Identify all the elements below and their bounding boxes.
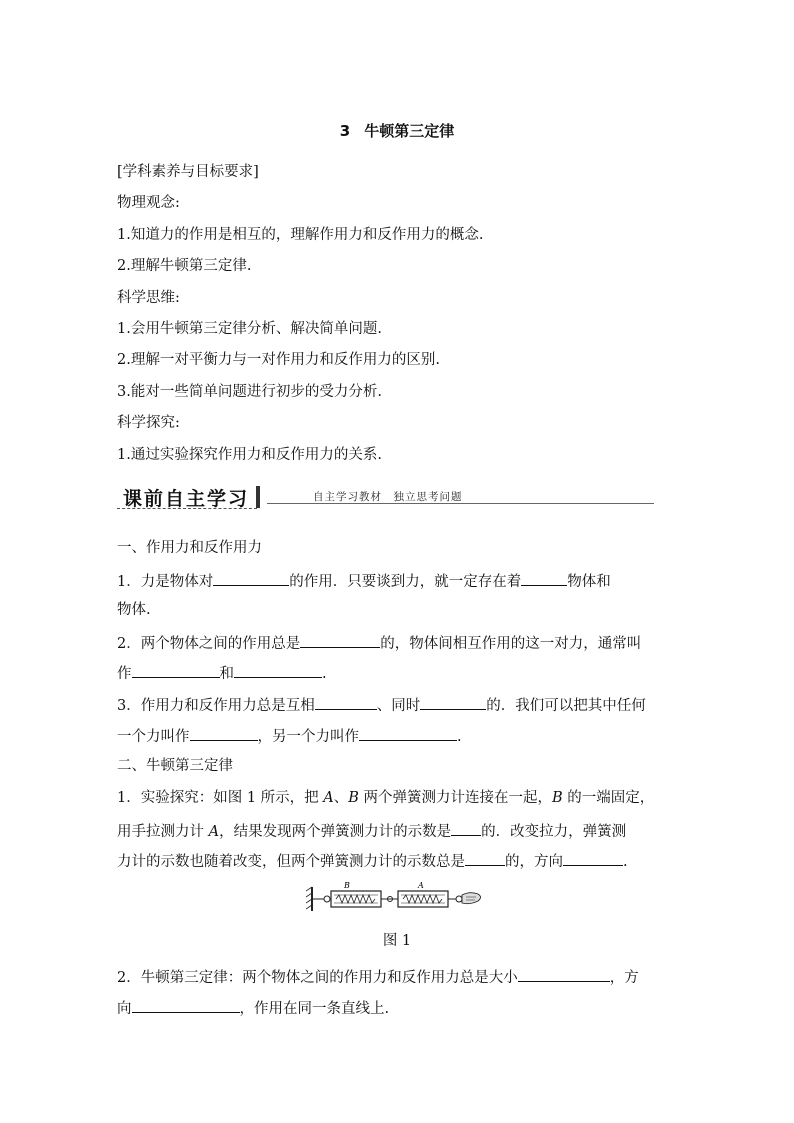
- thinking-item-2: 2.理解一对平衡力与一对作用力和反作用力的区别.: [117, 352, 440, 368]
- figure-caption: 图 1: [382, 933, 412, 949]
- section1-heading: 一、作用力和反作用力: [117, 540, 262, 556]
- s2-question-1-cont2: 力计的示数也随着改变，但两个弹簧测力计的示数总是 的，方向 .: [117, 850, 628, 872]
- banner-dashed-rule: [117, 508, 257, 509]
- banner-subtitle: 自主学习教材 独立思考问题: [313, 491, 463, 503]
- answer-blank[interactable]: [300, 632, 380, 648]
- s1-question-1: 1．力是物体对 的作用．只要谈到力，就一定存在着 物体和: [117, 570, 611, 592]
- figure-label-b: B: [344, 881, 350, 890]
- answer-blank[interactable]: [132, 662, 220, 678]
- s1-question-3-cont: 一个力叫作 ，另一个力叫作 .: [117, 725, 462, 747]
- s1-question-2-cont: 作 和 .: [117, 662, 327, 684]
- banner-rule: [267, 503, 654, 504]
- thinking-item-1: 1.会用牛顿第三定律分析、解决简单问题.: [117, 321, 382, 337]
- answer-blank[interactable]: [213, 570, 289, 586]
- concept-item-2: 2.理解牛顿第三定律.: [117, 258, 252, 274]
- concept-label: 物理观念:: [117, 195, 180, 211]
- answer-blank[interactable]: [563, 850, 623, 866]
- title-number: 3: [339, 122, 351, 140]
- s2-question-2: 2．牛顿第三定律：两个物体之间的作用力和反作用力总是大小 ，方: [117, 966, 639, 988]
- answer-blank[interactable]: [132, 997, 240, 1013]
- s1-question-1-cont: 物体.: [117, 602, 151, 618]
- spring-scale-figure: [306, 879, 484, 913]
- s2-question-2-cont: 向 ，作用在同一条直线上.: [117, 997, 389, 1019]
- s2-question-1: 1．实验探究：如图 1 所示，把 A、B 两个弹簧测力计连接在一起，B 的一端固定，: [117, 790, 655, 806]
- answer-blank[interactable]: [521, 570, 567, 586]
- concept-item-1: 1.知道力的作用是相互的，理解作用力和反作用力的概念.: [117, 227, 484, 243]
- s1-question-2: 2．两个物体之间的作用总是 的，物体间相互作用的这一对力，通常叫: [117, 632, 641, 654]
- inquiry-label: 科学探究:: [117, 415, 180, 431]
- title-text: 牛顿第三定律: [364, 122, 455, 140]
- answer-blank[interactable]: [451, 820, 481, 836]
- answer-blank[interactable]: [465, 850, 505, 866]
- objectives-header: [学科素养与目标要求]: [117, 164, 259, 180]
- s1-question-3: 3．作用力和反作用力总是互相 、同时 的．我们可以把其中任何: [117, 694, 646, 716]
- inquiry-item-1: 1.通过实验探究作用力和反作用力的关系.: [117, 447, 382, 463]
- answer-blank[interactable]: [420, 694, 486, 710]
- page-title: [0, 120, 794, 141]
- section2-heading: 二、牛顿第三定律: [117, 758, 233, 774]
- spring-scale-diagram: [306, 879, 484, 913]
- answer-blank[interactable]: [359, 725, 457, 741]
- thinking-item-3: 3.能对一些简单问题进行初步的受力分析.: [117, 384, 382, 400]
- s2-question-1-cont1: 用手拉测力计 A，结果发现两个弹簧测力计的示数是 的．改变拉力，弹簧测: [117, 820, 626, 842]
- banner-title: 课前自主学习: [123, 488, 250, 510]
- banner-bar: [256, 486, 260, 508]
- section-banner: [117, 484, 654, 508]
- thinking-label: 科学思维:: [117, 290, 180, 306]
- answer-blank[interactable]: [315, 694, 377, 710]
- answer-blank[interactable]: [234, 662, 322, 678]
- answer-blank[interactable]: [190, 725, 258, 741]
- figure-label-a: A: [418, 881, 424, 890]
- answer-blank[interactable]: [518, 966, 610, 982]
